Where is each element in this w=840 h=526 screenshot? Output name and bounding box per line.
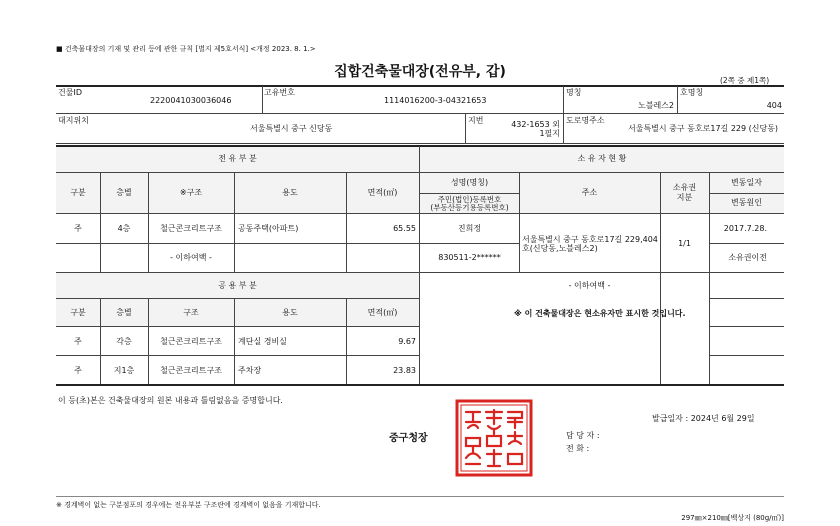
rule [56, 113, 784, 114]
col-regno-2: (부동산등기용등록번호) [430, 203, 509, 212]
common-row-area: 9.67 [398, 337, 416, 346]
road-address: 서울특별시 중구 동호로17길 229 (신당동) [628, 124, 779, 133]
common-row-use: 주차장 [238, 366, 262, 375]
common-row-structure: 철근콘크리트구조 [160, 366, 222, 375]
col-change-date: 변동일자 [731, 178, 762, 187]
rule [234, 213, 235, 272]
rule [56, 143, 784, 144]
unique-no-label: 고유번호 [264, 88, 295, 97]
form-note: ■ 건축물대장의 기재 및 관리 등에 관한 규칙 [별지 제5호서식] <개정 2023. 8. 1.> [56, 45, 316, 53]
contact-phone-label: 전 화 : [566, 444, 590, 453]
owner-regno: 830511-2****** [438, 253, 501, 262]
common-row-area: 23.83 [393, 366, 416, 375]
common-row-floor: 각층 [116, 337, 132, 346]
lot-label: 지번 [468, 116, 484, 125]
common-section-title: 공 용 부 분 [218, 281, 257, 290]
owner-name: 진희정 [457, 224, 482, 233]
rule [56, 272, 784, 273]
rule [660, 173, 661, 384]
col-floor: 층별 [116, 188, 132, 197]
rule [56, 243, 419, 244]
ex-end-mark: - 이하여백 - [170, 253, 212, 262]
issuer: 중구청장 [389, 433, 428, 444]
owner-change-reason: 소유권이전 [728, 253, 767, 262]
col-area: 면적(㎡) [367, 188, 398, 197]
building-id-label: 건물ID [58, 88, 82, 97]
col-share-2: 지분 [676, 193, 693, 202]
official-seal-icon [454, 398, 534, 478]
rule [262, 86, 263, 113]
rule [709, 355, 784, 356]
common-col-area: 면적(㎡) [367, 308, 398, 317]
col-address: 주소 [581, 188, 598, 197]
col-change-reason: 변동원인 [731, 198, 762, 207]
rule [56, 172, 784, 173]
owner-section-title: 소 유 자 현 황 [577, 154, 627, 163]
building-name: 노블레스2 [637, 101, 674, 110]
rule [709, 298, 784, 299]
owner-share: 1/1 [678, 239, 691, 248]
common-row-structure: 철근콘크리트구조 [160, 337, 222, 346]
ex-row-structure: 철근콘크리트구조 [160, 224, 222, 233]
common-row-gubun: 주 [74, 337, 82, 346]
owner-address-2: 호(신당동,노블레스2) [522, 244, 598, 253]
col-owner-name: 성명(명칭) [450, 178, 489, 187]
unique-no: 1114016200-3-04321653 [384, 96, 487, 105]
site-label: 대지위치 [58, 116, 89, 125]
rule [420, 243, 519, 244]
rule [56, 298, 419, 299]
page-info: (2쪽 중 제1쪽) [720, 76, 770, 85]
contact-person-label: 담 당 자 : [566, 431, 600, 440]
rule [563, 86, 564, 143]
rule [56, 496, 784, 497]
owner-address-1: 서울특별시 중구 동호로17길 229,404 [522, 235, 658, 244]
col-structure: ※구조 [179, 188, 203, 197]
certification-text: 이 등(초)본은 건축물대장의 원본 내용과 틀림없음을 증명합니다. [58, 396, 283, 405]
rule [420, 193, 519, 194]
common-col-floor: 층별 [116, 308, 132, 317]
lot-count: 1필지 [539, 129, 560, 138]
rule [56, 384, 784, 386]
col-gubun: 구분 [70, 188, 86, 197]
unit-label: 호명칭 [680, 88, 704, 97]
ex-row-gubun: 주 [74, 224, 82, 233]
rule [709, 326, 784, 327]
road-label: 도로명주소 [566, 116, 605, 125]
rule [709, 193, 784, 194]
common-col-gubun: 구분 [70, 308, 86, 317]
lot-number: 432-1653 외 [511, 120, 560, 129]
rule [56, 355, 419, 356]
common-col-use: 용도 [282, 308, 298, 317]
owner-end-mark: - 이하여백 - [568, 281, 611, 290]
common-row-use: 계단실 경비실 [238, 337, 287, 346]
rule [56, 213, 784, 214]
rule [56, 326, 419, 327]
owner-change-date: 2017.7.28. [723, 224, 767, 233]
col-use: 용도 [282, 188, 298, 197]
common-row-gubun: 주 [74, 366, 82, 375]
paper-size: 297㎜×210㎜[백상지 (80g/㎡)] [681, 514, 784, 522]
document-title: 집합건축물대장(전유부, 갑) [334, 64, 506, 80]
rule [677, 86, 678, 113]
site-location: 서울특별시 중구 신당동 [250, 124, 333, 133]
ex-row-use: 공동주택(아파트) [238, 224, 299, 233]
common-col-structure: 구조 [183, 308, 199, 317]
exclusive-section-title: 전 유 부 분 [218, 154, 257, 163]
col-share-1: 소유권 [672, 183, 697, 192]
footnote: ※ 경계벽이 없는 구분점포의 경우에는 전유부분 구조란에 경계벽이 없음을 기재합니다. [56, 501, 321, 509]
common-row-floor: 지1층 [113, 366, 135, 375]
owner-notice: ※ 이 건축물대장은 현소유자만 표시한 것입니다. [514, 309, 686, 318]
ex-row-area: 65.55 [393, 224, 416, 233]
unit-name: 404 [766, 101, 782, 110]
building-id: 2220041030036046 [150, 96, 232, 105]
issue-date: 발급일자 : 2024년 6월 29일 [652, 414, 755, 423]
rule [465, 114, 466, 143]
name-label: 명칭 [566, 88, 582, 97]
rule [56, 85, 784, 87]
col-regno-1: 주민(법인)등록번호 [437, 195, 502, 204]
ex-row-floor: 4층 [117, 224, 131, 233]
rule [709, 243, 784, 244]
rule [56, 145, 784, 147]
